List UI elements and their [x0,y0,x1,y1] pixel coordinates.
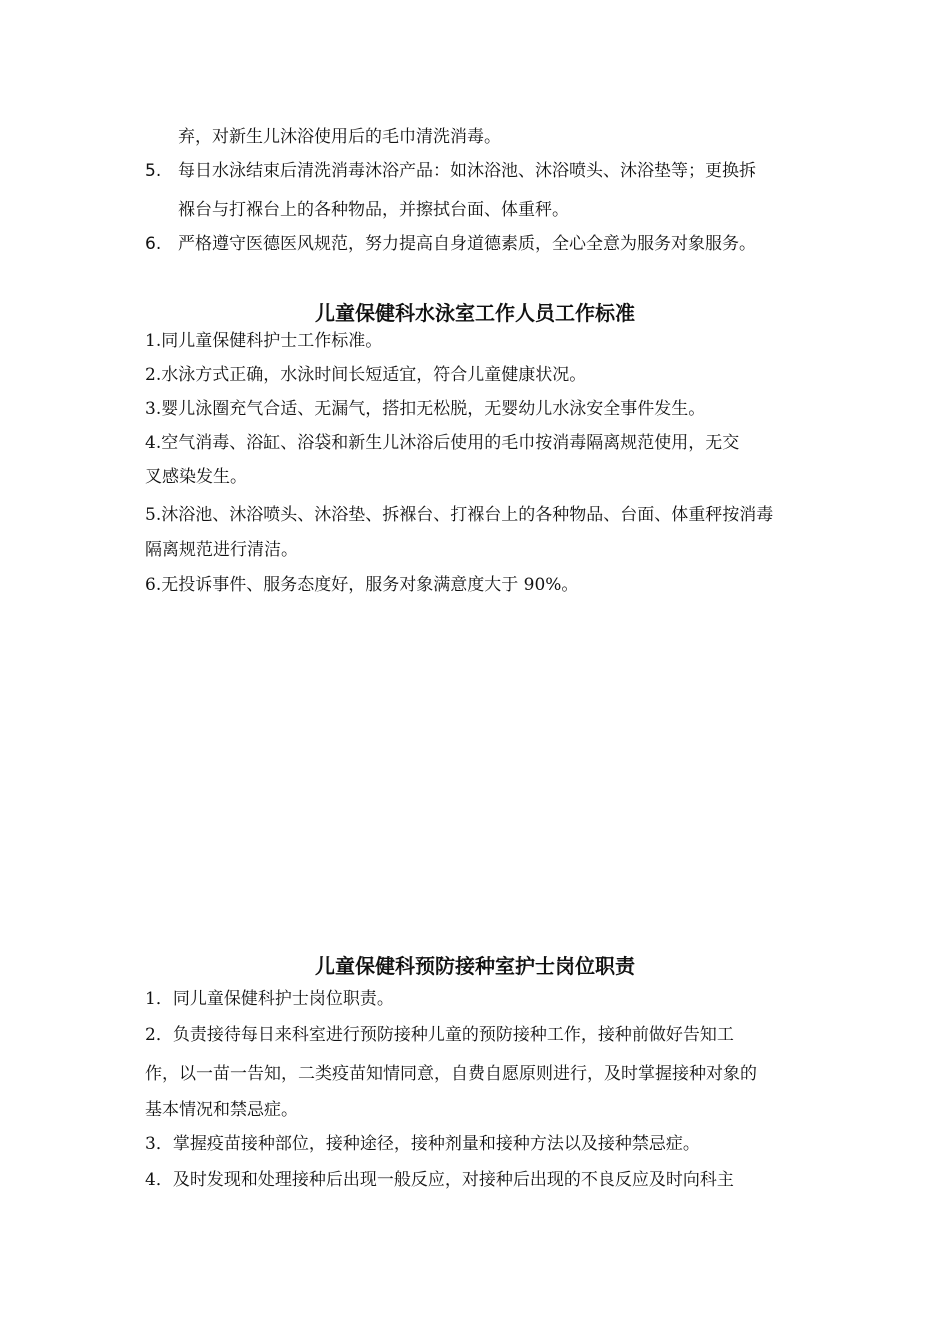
duty-line-2c: 基本情况和禁忌症。 [145,1100,298,1120]
standard-line-1: 1.同儿童保健科护士工作标准。 [145,331,383,351]
duty-line-1: 1．同儿童保健科护士岗位职责。 [145,989,394,1009]
standard-line-2: 2.水泳方式正确，水泳时间长短适宜，符合儿童健康状况。 [145,365,587,385]
standard-line-6: 6.无投诉事件、服务态度好，服务对象满意度大于 90%。 [145,575,579,595]
standard-line-5a: 5.沐浴池、沐浴喷头、沐浴垫、拆褓台、打褓台上的各种物品、台面、体重秤按消毒 [145,505,774,525]
list-item-5-number: 5. [145,161,162,181]
section-title-vaccination-nurse-duties: 儿童保健科预防接种室护士岗位职责 [315,954,635,978]
list-item-5-line-1: 每日水泳结束后清洗消毒沐浴产品：如沐浴池、沐浴喷头、沐浴垫等；更换拆 [178,161,756,181]
standard-line-5b: 隔离规范进行清洁。 [145,540,298,560]
standard-line-4a: 4.空气消毒、浴缸、浴袋和新生儿沐浴后使用的毛巾按消毒隔离规范使用，无交 [145,433,740,453]
standard-line-3: 3.婴儿泳圈充气合适、无漏气，搭扣无松脱，无婴幼儿水泳安全事件发生。 [145,399,706,419]
list-item-4-continuation: 弃，对新生儿沐浴使用后的毛巾清洗消毒。 [178,127,501,147]
section-title-swimming-room-standard: 儿童保健科水泳室工作人员工作标准 [315,301,635,325]
duty-line-2b: 作，以一苗一告知，二类疫苗知情同意，自费自愿原则进行，及时掌握接种对象的 [145,1064,757,1084]
duty-line-2a: 2．负责接待每日来科室进行预防接种儿童的预防接种工作，接种前做好告知工 [145,1025,734,1045]
list-item-6-number: 6. [145,234,162,254]
standard-line-4b: 叉感染发生。 [145,467,247,487]
list-item-5-line-2: 褓台与打褓台上的各种物品，并擦拭台面、体重秤。 [178,200,569,220]
duty-line-3: 3．掌握疫苗接种部位，接种途径，接种剂量和接种方法以及接种禁忌症。 [145,1134,700,1154]
duty-line-4: 4．及时发现和处理接种后出现一般反应，对接种后出现的不良反应及时向科主 [145,1170,734,1190]
list-item-6-line-1: 严格遵守医德医风规范，努力提高自身道德素质，全心全意为服务对象服务。 [178,234,756,254]
